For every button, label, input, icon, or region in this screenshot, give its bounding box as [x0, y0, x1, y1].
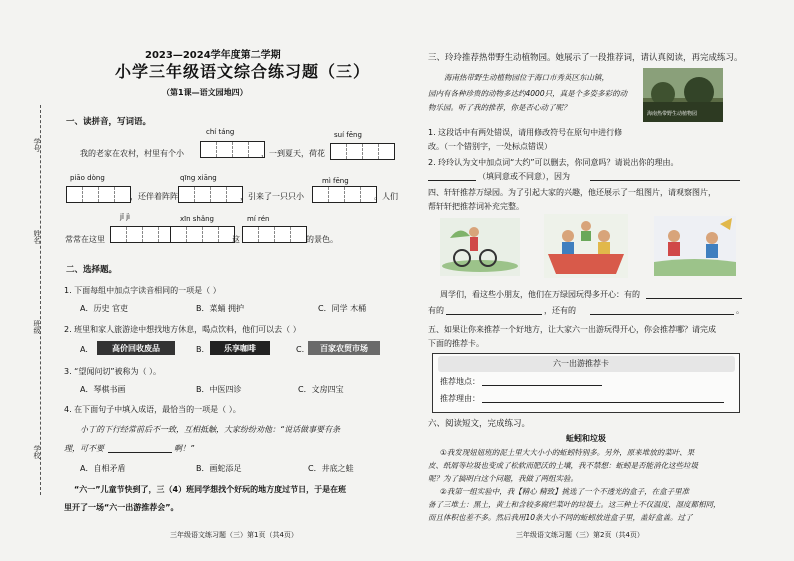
q1-option-c: C．同学 木桶 — [318, 304, 367, 313]
s3-q2-b: （填同意或不同意），因为 — [478, 172, 570, 181]
exam-year: 2023—2024学年度第二学期 — [145, 50, 281, 61]
answer-boxes-4[interactable] — [178, 186, 243, 203]
closing-line-1: “六一”儿童节快到了，三（4）班同学想找个好玩的地方度过节日，于是在班 — [74, 485, 347, 494]
zoo-photo-caption: 海南热带野生动植物园 — [647, 111, 698, 117]
section2-heading: 二、选择题。 — [66, 265, 118, 275]
answer-boxes-7[interactable] — [170, 226, 235, 243]
pinyin-7: xīn shǎng — [180, 215, 215, 223]
exam-title: 小学三年级语文综合练习题（三） — [115, 62, 371, 81]
pinyin-2: suí fēng — [334, 131, 362, 139]
s4-blank-1[interactable] — [646, 298, 742, 299]
s3-para-1: 海南热带野生动植物园位于海口市秀英区东山镇， — [444, 73, 609, 82]
q4-option-c: C．井底之蛙 — [308, 464, 354, 473]
q1-option-b: B．菜蛹 拥护 — [196, 304, 245, 313]
sign-coffee: 乐享咖啡 — [210, 341, 270, 355]
card-title: 六一出游推荐卡 — [553, 359, 609, 368]
s3-para-2: 园内有各种珍贵的动物多达约4000只，真是个多姿多彩的动 — [428, 89, 628, 98]
section5-heading-2: 下面的推荐卡。 — [428, 339, 484, 348]
pinyin-5: mì fēng — [322, 177, 349, 185]
student-id-label: 学号 — [33, 138, 41, 152]
section4-heading-2: 帮轩轩把推荐词补充完整。 — [428, 202, 524, 211]
passage-line-1: ①我发现妞妞班的泥土里大大小小的蚯蚓特别多。另外，原来堆放的菜叶、果 — [440, 448, 695, 457]
sign-recycling: 高价回收废品 — [97, 341, 175, 355]
s4-text-4: 。 — [736, 306, 744, 315]
s4-text-2: 有的 — [428, 306, 444, 315]
school-label: 学校 — [33, 445, 41, 459]
q3-option-c: C．文房四宝 — [298, 385, 344, 394]
s1-text-1b: ，一到夏天，荷花 — [261, 149, 325, 158]
section3-heading: 三、玲玲推荐热带野生动植物园。她展示了一段推荐词，请认真阅读，再完成练习。 — [428, 53, 743, 63]
left-footer: 三年级语文练习题（三）第1页（共4页） — [170, 531, 298, 539]
s4-text-1: 周学们，看这些小朋友，他们在万绿园玩得多开心：有的 — [440, 290, 640, 299]
q4-passage-3: 啊！” — [174, 444, 195, 453]
s4-blank-3[interactable] — [590, 314, 734, 315]
s3-para-3: 物乐园。听了我的推荐，你是否心动了呢？ — [428, 103, 571, 112]
pinyin-4: qīng xiāng — [180, 174, 217, 182]
passage-title: 蚯蚓和垃圾 — [566, 434, 606, 443]
pinyin-6: jǐ jì — [120, 213, 131, 221]
pinyin-1: chí táng — [206, 128, 235, 136]
section4-heading: 四、轩轩推荐万绿园。为了引起大家的兴趣，他还展示了一组图片，请观察图片， — [428, 188, 716, 197]
passage-line-6: 而且体积也差不多。然后我用10条大小不同的蚯蚓放进盒子里，盖好盒盖。过了 — [428, 513, 693, 522]
q2-option-c: C. — [296, 345, 305, 354]
picture-playing — [654, 216, 736, 276]
q3-text: 3. “望闻问切”被称为（ ）。 — [64, 367, 162, 376]
name-label: 姓名 — [33, 230, 41, 244]
passage-line-2: 皮、纸屑等垃圾也变成了松软而肥沃的土壤，我不禁想：蚯蚓是否能消化这些垃圾 — [428, 461, 698, 470]
q1-text: 1. 下面每组中加点字读音相同的一项是（ ） — [64, 286, 221, 295]
s4-blank-2[interactable] — [446, 314, 542, 315]
q2-option-b: B. — [196, 345, 205, 354]
s4-text-3: ，还有的 — [544, 306, 576, 315]
s1-text-2c: 。人们 — [374, 192, 398, 201]
answer-boxes-1[interactable] — [200, 141, 265, 158]
q3-option-a: A．琴棋书画 — [80, 385, 126, 394]
q1-option-a: A．历史 官吏 — [80, 304, 129, 313]
q4-blank[interactable] — [108, 452, 172, 453]
s3-q2-blank-a[interactable] — [428, 180, 476, 181]
picture-cycling — [440, 218, 520, 276]
zoo-photo — [643, 68, 723, 122]
s1-text-3a: 常常在这里 — [65, 235, 105, 244]
passage-line-3: 呢？为了搞明白这个问题，我做了两组实验。 — [428, 474, 578, 483]
sign-market: 百家农贸市场 — [308, 341, 380, 355]
s3-q1a: 1. 这段话中有两处错误，请用修改符号在原句中进行修 — [428, 128, 623, 137]
passage-line-5: 备了三堆土：黑土，黄土和含较多腐烂菜叶的垃圾土。这三种土不仅温度、湿度都相同， — [428, 500, 721, 509]
passage-line-4: ②我第一组实验中，我【精心 精致】挑选了一个不透光的盒子，在盒子里准 — [440, 487, 690, 496]
s1-text-1a: 我的老家在农村，村里有个小 — [80, 149, 184, 158]
card-place-input[interactable] — [482, 385, 602, 386]
exam-subtitle: （第1课—语文园地四） — [162, 88, 248, 97]
q4-text: 4. 在下面句子中填入成语，最恰当的一项是（ ）。 — [64, 405, 241, 414]
pinyin-3: piāo dòng — [70, 174, 105, 182]
q2-text: 2. 班里和家人旅游途中想找地方休息，喝点饮料，他们可以去（ ） — [64, 325, 301, 334]
answer-boxes-2[interactable] — [330, 143, 395, 160]
card-place-label: 推荐地点： — [440, 377, 480, 386]
s1-text-3c: 的景色。 — [306, 235, 338, 244]
s1-text-3b: 这 — [232, 235, 240, 244]
q3-option-b: B．中医四诊 — [196, 385, 242, 394]
s3-q1b: 改。（一个错别字，一处标点错误） — [428, 142, 552, 151]
s3-q2: 2. 玲玲认为文中加点词“大约”可以删去，你同意吗？请说出你的理由。 — [428, 158, 679, 167]
pinyin-8: mí rén — [247, 215, 270, 223]
section1-heading: 一、读拼音，写词语。 — [66, 117, 152, 127]
cut-line — [40, 105, 41, 495]
answer-boxes-5[interactable] — [312, 186, 377, 203]
section6-heading: 六、阅读短文，完成练习。 — [428, 419, 531, 429]
picture-picnic — [544, 214, 628, 278]
s3-q2-blank-b[interactable] — [590, 180, 740, 181]
card-reason-label: 推荐理由： — [440, 394, 480, 403]
card-reason-input[interactable] — [482, 402, 724, 403]
s1-text-2a: ，还伴着阵阵 — [130, 192, 178, 201]
answer-boxes-8[interactable] — [242, 226, 307, 243]
q2-option-a: A. — [80, 345, 88, 354]
q4-passage-2: 理，可不要 — [64, 444, 104, 453]
q4-option-b: B．画蛇添足 — [196, 464, 242, 473]
answer-boxes-3[interactable] — [66, 186, 131, 203]
q4-option-a: A．自相矛盾 — [80, 464, 126, 473]
class-label: 班级 — [33, 320, 41, 334]
q4-passage-1: 小丁的下行经常前后不一致，互相抵触，大家纷纷劝他：“说话做事要有条 — [80, 425, 341, 434]
s1-text-2b: ，引来了一只只小 — [240, 192, 304, 201]
section5-heading: 五、如果让你来推荐一个好地方，让大家六一出游玩得开心，你会推荐哪？请完成 — [428, 325, 716, 334]
closing-line-2: 里开了一场“六一出游推荐会”。 — [64, 503, 179, 512]
right-footer: 三年级语文练习题（三）第2页（共4页） — [516, 531, 644, 539]
answer-boxes-6[interactable] — [110, 226, 175, 243]
